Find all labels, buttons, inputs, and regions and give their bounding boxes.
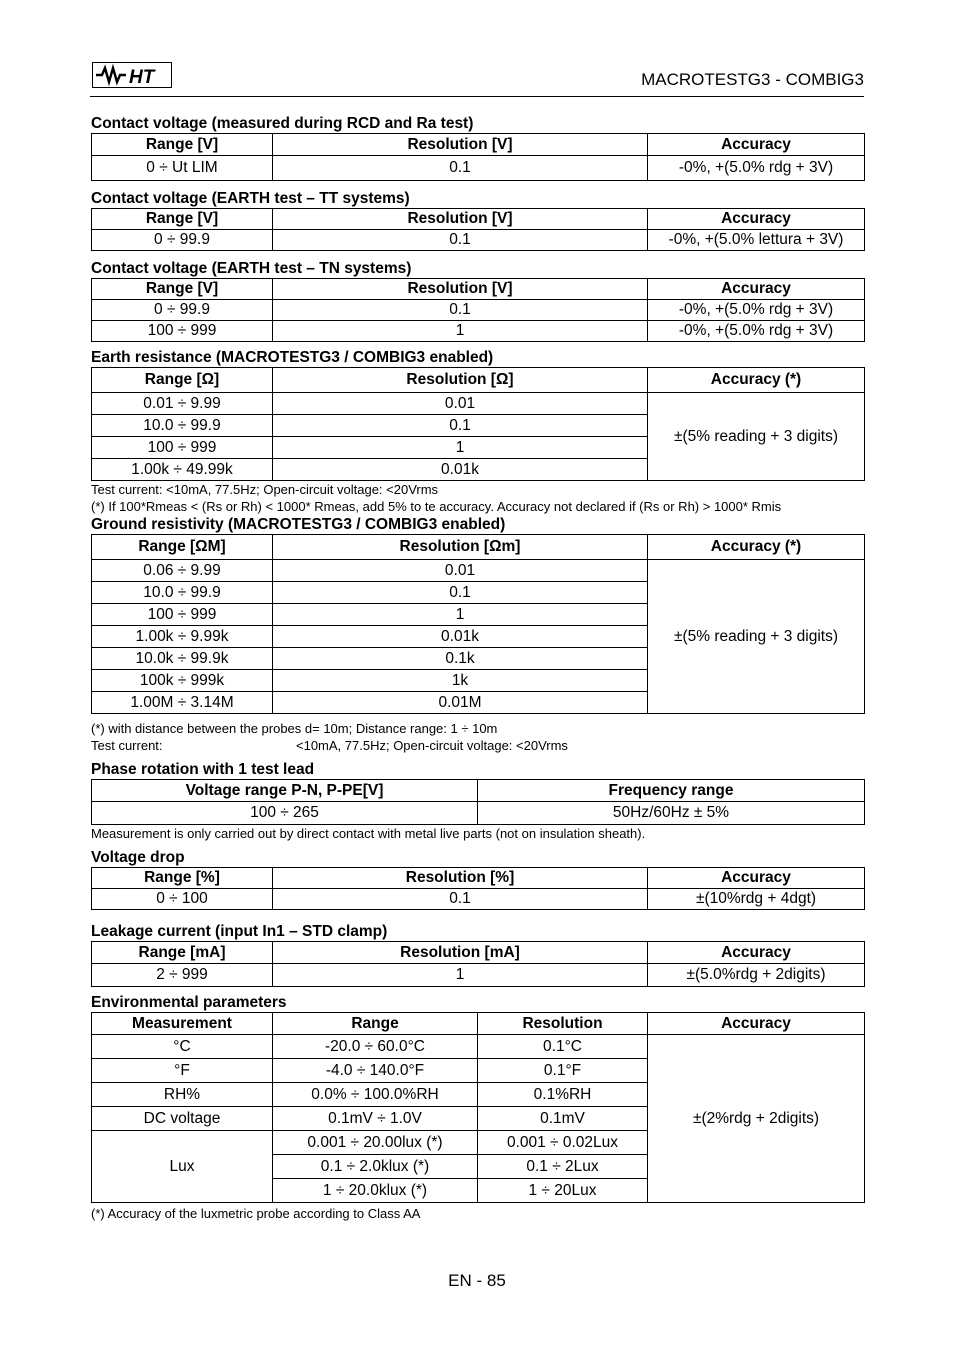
header-frequency-range: Frequency range — [478, 780, 865, 802]
header-voltage-range: Voltage range P-N, P-PE[V] — [92, 780, 478, 802]
table-row — [92, 802, 865, 825]
header-accuracy: Accuracy — [648, 1013, 865, 1035]
header-range: Range [mA] — [92, 942, 273, 964]
cell-measurement: °C — [92, 1035, 273, 1059]
cell-resolution: 0.1 ÷ 2Lux — [478, 1155, 648, 1179]
table-row — [92, 889, 865, 910]
header-accuracy: Accuracy — [648, 279, 865, 300]
spec-content — [91, 114, 864, 1222]
section-title-phase-rotation: Phase rotation with 1 test lead — [91, 761, 315, 778]
table-row — [92, 321, 865, 342]
table-row — [92, 393, 865, 415]
cell-resolution: 0.1 — [273, 156, 648, 181]
cell-range: 2 ÷ 999 — [92, 964, 273, 987]
cell-resolution: 0.001 ÷ 0.02Lux — [478, 1131, 648, 1155]
cell-range: 100k ÷ 999k — [92, 670, 273, 692]
cell-range: 0 ÷ 99.9 — [92, 300, 273, 321]
section-title-leakage-current: Leakage current (input In1 – STD clamp) — [91, 923, 388, 940]
header-accuracy: Accuracy — [648, 942, 865, 964]
header-range: Range — [273, 1013, 478, 1035]
table-row — [92, 560, 865, 582]
cell-measurement: DC voltage — [92, 1107, 273, 1131]
cell-range: 1.00k ÷ 9.99k — [92, 626, 273, 648]
header-range: Range [ΩM] — [92, 535, 273, 560]
cell-accuracy: ±(5.0%rdg + 2digits) — [648, 964, 865, 987]
table-leakage-current — [91, 941, 865, 987]
cell-range: -4.0 ÷ 140.0°F — [273, 1059, 478, 1083]
section-title-contact-tn: Contact voltage (EARTH test – TN systems) — [91, 260, 412, 277]
cell-accuracy: ±(5% reading + 3 digits) — [648, 393, 865, 481]
header-range: Range [V] — [92, 134, 273, 156]
cell-resolution: 1k — [273, 670, 648, 692]
cell-accuracy: -0%, +(5.0% rdg + 3V) — [648, 321, 865, 342]
page-header — [90, 58, 864, 97]
table-contact-tt — [91, 208, 865, 251]
cell-range: 1 ÷ 20.0klux (*) — [273, 1179, 478, 1203]
header-resolution: Resolution [V] — [273, 134, 648, 156]
section-title-voltage-drop: Voltage drop — [91, 849, 185, 866]
svg-text:HT: HT — [129, 67, 155, 88]
header-range: Range [V] — [92, 209, 273, 230]
cell-accuracy: ±(2%rdg + 2digits) — [648, 1035, 865, 1203]
cell-measurement-lux: Lux — [92, 1131, 273, 1203]
header-accuracy: Accuracy (*) — [648, 535, 865, 560]
cell-resolution: 0.01 — [273, 393, 648, 415]
cell-range: 1.00k ÷ 49.99k — [92, 459, 273, 481]
note-test-current: Test current: <10mA, 77.5Hz; Open-circuit voltage: <20Vrms — [91, 482, 439, 497]
header-resolution: Resolution [%] — [273, 868, 648, 889]
cell-resolution: 0.01k — [273, 459, 648, 481]
cell-range: 0.1mV ÷ 1.0V — [273, 1107, 478, 1131]
table-ground-resistivity — [91, 534, 865, 714]
table-phase-rotation — [91, 779, 865, 825]
table-contact-tn — [91, 278, 865, 342]
cell-range: 0 ÷ 99.9 — [92, 230, 273, 251]
cell-resolution: 0.1 — [273, 415, 648, 437]
cell-range: 0.001 ÷ 20.00lux (*) — [273, 1131, 478, 1155]
header-resolution: Resolution [V] — [273, 209, 648, 230]
note-measurement: Measurement is only carried out by direct contact with metal live parts (not on insulation sheath). — [91, 826, 646, 841]
header-resolution: Resolution [Ω] — [273, 368, 648, 393]
header-resolution: Resolution [V] — [273, 279, 648, 300]
cell-range: 100 ÷ 999 — [92, 604, 273, 626]
note-label: Test current: — [91, 738, 163, 753]
header-measurement: Measurement — [92, 1013, 273, 1035]
section-title-contact-rcd: Contact voltage (measured during RCD and Ra test) — [91, 115, 474, 132]
cell-range: 100 ÷ 999 — [92, 321, 273, 342]
cell-range: 0.0% ÷ 100.0%RH — [273, 1083, 478, 1107]
cell-resolution: 0.1 — [273, 230, 648, 251]
header-range: Range [V] — [92, 279, 273, 300]
header-accuracy: Accuracy — [648, 209, 865, 230]
cell-range: -20.0 ÷ 60.0°C — [273, 1035, 478, 1059]
cell-resolution: 0.1 — [273, 582, 648, 604]
table-environmental — [91, 1012, 865, 1203]
ht-logo — [92, 62, 172, 88]
header-accuracy: Accuracy — [648, 868, 865, 889]
header-resolution: Resolution — [478, 1013, 648, 1035]
cell-resolution: 0.1k — [273, 648, 648, 670]
section-title-earth-resistance: Earth resistance (MACROTESTG3 / COMBIG3 enabled) — [91, 349, 494, 366]
note-lux-accuracy: (*) Accuracy of the luxmetric probe according to Class AA — [91, 1206, 421, 1221]
header-resolution: Resolution [mA] — [273, 942, 648, 964]
document-title: MACROTESTG3 - COMBIG3 — [641, 70, 864, 89]
cell-resolution: 1 — [273, 964, 648, 987]
cell-range: 0.01 ÷ 9.99 — [92, 393, 273, 415]
cell-range: 10.0k ÷ 99.9k — [92, 648, 273, 670]
note-value: <10mA, 77.5Hz; Open-circuit voltage: <20Vrms — [296, 738, 568, 753]
section-title-ground-resistivity: Ground resistivity (MACROTESTG3 / COMBIG3 enabled) — [91, 516, 506, 533]
cell-range: 10.0 ÷ 99.9 — [92, 415, 273, 437]
header-accuracy: Accuracy — [648, 134, 865, 156]
header-range: Range [%] — [92, 868, 273, 889]
cell-frequency-range: 50Hz/60Hz ± 5% — [478, 802, 865, 825]
cell-accuracy: -0%, +(5.0% lettura + 3V) — [648, 230, 865, 251]
cell-resolution: 0.1°F — [478, 1059, 648, 1083]
table-voltage-drop — [91, 867, 865, 910]
table-row — [92, 1035, 865, 1059]
cell-range: 0 ÷ 100 — [92, 889, 273, 910]
note-probe-distance: (*) with distance between the probes d= 10m; Distance range: 1 ÷ 10m — [91, 721, 498, 736]
cell-accuracy: ±(10%rdg + 4dgt) — [648, 889, 865, 910]
cell-range: 100 ÷ 999 — [92, 437, 273, 459]
cell-range: 0 ÷ Ut LIM — [92, 156, 273, 181]
cell-resolution: 1 ÷ 20Lux — [478, 1179, 648, 1203]
cell-resolution: 0.1mV — [478, 1107, 648, 1131]
table-earth-resistance — [91, 367, 865, 481]
section-title-contact-tt: Contact voltage (EARTH test – TT systems) — [91, 190, 410, 207]
table-row — [92, 964, 865, 987]
section-title-environmental: Environmental parameters — [91, 994, 287, 1011]
table-contact-rcd — [91, 133, 865, 181]
cell-voltage-range: 100 ÷ 265 — [92, 802, 478, 825]
header-range: Range [Ω] — [92, 368, 273, 393]
cell-range: 0.06 ÷ 9.99 — [92, 560, 273, 582]
table-row — [92, 156, 865, 181]
cell-resolution: 0.1%RH — [478, 1083, 648, 1107]
cell-resolution: 0.1 — [273, 300, 648, 321]
cell-accuracy: -0%, +(5.0% rdg + 3V) — [648, 300, 865, 321]
header-resolution: Resolution [Ωm] — [273, 535, 648, 560]
cell-resolution: 0.1°C — [478, 1035, 648, 1059]
table-row — [92, 230, 865, 251]
page-number: EN - 85 — [448, 1271, 506, 1290]
header-accuracy: Accuracy (*) — [648, 368, 865, 393]
cell-range: 10.0 ÷ 99.9 — [92, 582, 273, 604]
note-test-current — [91, 737, 864, 754]
cell-measurement: RH% — [92, 1083, 273, 1107]
cell-resolution: 1 — [273, 604, 648, 626]
cell-resolution: 0.01 — [273, 560, 648, 582]
table-row — [92, 300, 865, 321]
cell-resolution: 0.01M — [273, 692, 648, 714]
cell-accuracy: -0%, +(5.0% rdg + 3V) — [648, 156, 865, 181]
cell-resolution: 0.01k — [273, 626, 648, 648]
cell-measurement: °F — [92, 1059, 273, 1083]
cell-resolution: 1 — [273, 321, 648, 342]
note-accuracy: (*) If 100*Rmeas < (Rs or Rh) < 1000* Rmeas, add 5% to te accuracy. Accuracy not declared if (Rs or Rh) > 1000* Rmis — [91, 499, 782, 514]
cell-resolution: 0.1 — [273, 889, 648, 910]
cell-range: 1.00M ÷ 3.14M — [92, 692, 273, 714]
cell-accuracy: ±(5% reading + 3 digits) — [648, 560, 865, 714]
cell-resolution: 1 — [273, 437, 648, 459]
cell-range: 0.1 ÷ 2.0klux (*) — [273, 1155, 478, 1179]
